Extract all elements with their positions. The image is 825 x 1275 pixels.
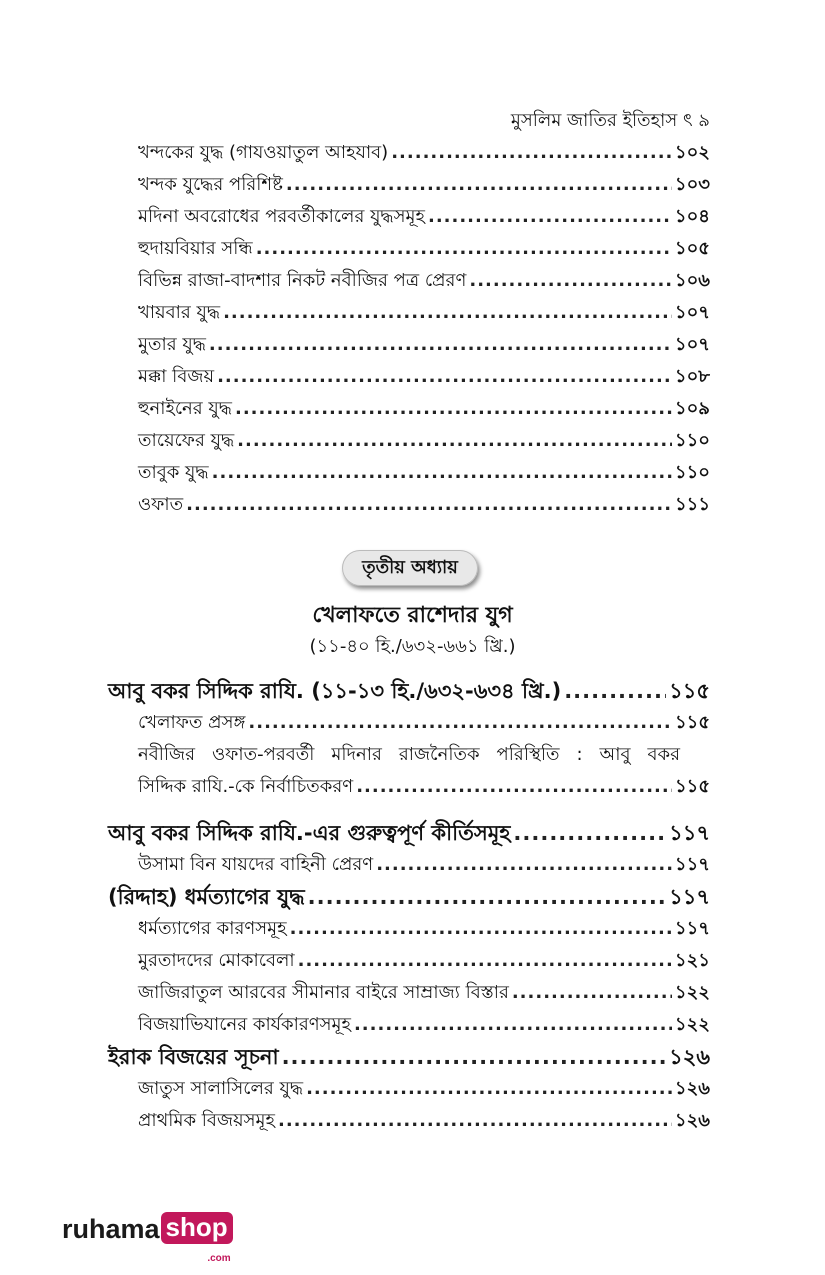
toc-section-heading <box>108 881 710 913</box>
leader-dots <box>282 1041 667 1073</box>
logo-text-ruhama: ruhama <box>62 1214 160 1244</box>
leader-dots <box>428 201 672 233</box>
toc-entry-title: খেলাফত প্রসঙ্গ <box>138 712 246 733</box>
toc-entry-page: ১০৭ <box>674 302 710 323</box>
toc-entry-title: প্রাথমিক বিজয়সমূহ <box>138 1110 275 1131</box>
logo-shop-box <box>161 1212 233 1264</box>
toc-entry <box>108 945 710 977</box>
toc-entry-title: মুতার যুদ্ধ <box>138 334 206 355</box>
chapter-title: খেলাফতে রাশেদার যুগ <box>312 603 513 628</box>
toc-entry-page: ১২২ <box>674 1014 710 1035</box>
leader-dots <box>286 169 672 201</box>
toc-entry <box>108 913 710 945</box>
leader-dots <box>186 489 672 521</box>
chapter-dates: (১১-৪০ হি./৬৩২-৬৬১ খ্রি.) <box>309 636 516 657</box>
toc-entry <box>108 169 710 201</box>
toc-entry-page: ১১৭ <box>674 918 710 939</box>
toc-entry-page: ১০৮ <box>674 366 710 387</box>
toc-entry-title: উসামা বিন যায়দের বাহিনী প্রেরণ <box>138 854 374 875</box>
toc-part2 <box>108 675 710 1137</box>
toc-entry-page: ১২২ <box>674 982 710 1003</box>
toc-entry-title: ওফাত <box>138 494 184 515</box>
leader-dots <box>469 265 672 297</box>
leader-dots <box>235 393 672 425</box>
leader-dots <box>217 361 672 393</box>
toc-section-page: ১১৫ <box>669 679 710 703</box>
toc-entry <box>108 849 710 881</box>
toc-entry <box>108 265 710 297</box>
toc-entry-page: ১০২ <box>674 142 710 163</box>
leader-dots <box>223 297 672 329</box>
toc-entry <box>108 393 710 425</box>
toc-entry-title: তাবুক যুদ্ধ <box>138 462 209 483</box>
toc-section-page: ১২৬ <box>669 1045 710 1069</box>
toc-entry-title: জাজিরাতুল আরবের সীমানার বাইরে সাম্রাজ্য বিস্তার <box>138 982 509 1003</box>
toc-entry-page: ১১৫ <box>674 712 710 733</box>
toc-entry-page: ১০৬ <box>674 270 710 291</box>
toc-section-title: (রিদ্দাহ) ধর্মত্যাগের যুদ্ধ <box>108 885 305 909</box>
toc-entry <box>108 1073 710 1105</box>
toc-entry <box>108 707 710 739</box>
toc-entry-page: ১০৫ <box>674 238 710 259</box>
running-header: মুসলিম জাতির ইতিহাস ৎ ৯ <box>510 110 710 131</box>
toc-section-heading <box>108 675 710 707</box>
toc-entry-title: ধর্মত্যাগের কারণসমূহ <box>138 918 287 939</box>
toc-entry-title: খন্দকের যুদ্ধ (গাযওয়াতুল আহযাব) <box>138 142 389 163</box>
toc-entry-page: ১১৫ <box>674 776 710 797</box>
leader-dots <box>298 945 672 977</box>
leader-dots <box>278 1105 672 1137</box>
logo-text-shop: shop <box>165 1212 228 1242</box>
toc-entry-title: খন্দক যুদ্ধের পরিশিষ্ট <box>138 174 283 195</box>
toc-entry-page: ১০৪ <box>674 206 710 227</box>
leader-dots <box>308 881 666 913</box>
toc-entry <box>108 977 710 1009</box>
toc-entry-page: ১২৬ <box>674 1110 710 1131</box>
leader-dots <box>376 849 672 881</box>
toc-entry-page: ১১০ <box>674 430 710 451</box>
toc-entry-title: হুদায়বিয়ার সন্ধি <box>138 238 253 259</box>
chapter-badge: তৃতীয় অধ্যায় <box>342 550 478 586</box>
toc-entry <box>108 201 710 233</box>
toc-entry-title: তায়েফের যুদ্ধ <box>138 430 235 451</box>
toc-section-page: ১১৭ <box>669 885 710 909</box>
leader-dots <box>306 1073 672 1105</box>
toc-entry <box>108 361 710 393</box>
toc-section-title: ইরাক বিজয়ের সূচনা <box>108 1045 279 1069</box>
leader-dots <box>564 675 666 707</box>
toc-entry-title: সিদ্দিক রাযি.-কে নির্বাচিতকরণ <box>138 776 354 797</box>
leader-dots <box>354 1009 672 1041</box>
toc-entry-title: মক্কা বিজয় <box>138 366 215 387</box>
leader-dots <box>391 137 672 169</box>
toc-entry-title: হুনাইনের যুদ্ধ <box>138 398 232 419</box>
leader-dots <box>513 817 666 849</box>
toc-entry-page: ১০৩ <box>674 174 710 195</box>
toc-entry-title: মুরতাদদের মোকাবেলা <box>138 950 295 971</box>
toc-section-heading <box>108 1041 710 1073</box>
leader-dots <box>290 913 672 945</box>
leader-dots <box>209 329 672 361</box>
toc-entry <box>108 297 710 329</box>
logo-text-dotcom: .com <box>207 1253 231 1264</box>
leader-dots <box>356 771 672 803</box>
toc-entry-wrapped-line: নবীজির ওফাত-পরবর্তী মদিনার রাজনৈতিক পরিস্থিতি : আবু বকর <box>138 744 680 765</box>
toc-entry-title: বিজয়াভিযানের কার্যকারণসমূহ <box>138 1014 351 1035</box>
leader-dots <box>212 457 672 489</box>
toc-entry-page: ১০৯ <box>674 398 710 419</box>
toc-entry <box>108 1105 710 1137</box>
leader-dots <box>256 233 672 265</box>
toc-entry-page: ১২১ <box>674 950 710 971</box>
toc-section-title: আবু বকর সিদ্দিক রাযি.-এর গুরুত্বপূর্ণ কীর্তিসমূহ <box>108 821 511 845</box>
leader-dots <box>512 977 672 1009</box>
toc-entry-page: ১১০ <box>674 462 710 483</box>
toc-entry-title: বিভিন্ন রাজা-বাদশার নিকট নবীজির পত্র প্রেরণ <box>138 270 467 291</box>
toc-part1 <box>108 137 710 521</box>
toc-section-page: ১১৭ <box>669 821 710 845</box>
toc-entry <box>108 329 710 361</box>
toc-entry <box>108 457 710 489</box>
toc-entry-page: ১১১ <box>674 494 710 515</box>
toc-entry <box>108 489 710 521</box>
toc-section-title: আবু বকর সিদ্দিক রাযি. (১১-১৩ হি./৬৩২-৬৩৪ খ্রি.) <box>108 679 562 703</box>
toc-entry-title: মদিনা অবরোধের পরবর্তীকালের যুদ্ধসমূহ <box>138 206 425 227</box>
toc-entry <box>108 137 710 169</box>
ruhamashop-logo <box>62 1212 233 1264</box>
toc-entry <box>108 425 710 457</box>
leader-dots <box>248 707 672 739</box>
toc-entry-page: ১১৭ <box>674 854 710 875</box>
leader-dots <box>237 425 672 457</box>
toc-entry-page: ১২৬ <box>674 1078 710 1099</box>
toc-entry-title: জাতুস সালাসিলের যুদ্ধ <box>138 1078 304 1099</box>
toc-section-heading <box>108 817 710 849</box>
toc-entry-title: খায়বার যুদ্ধ <box>138 302 221 323</box>
toc-entry <box>108 233 710 265</box>
toc-entry <box>108 771 710 803</box>
toc-entry <box>108 1009 710 1041</box>
toc-entry-page: ১০৭ <box>674 334 710 355</box>
